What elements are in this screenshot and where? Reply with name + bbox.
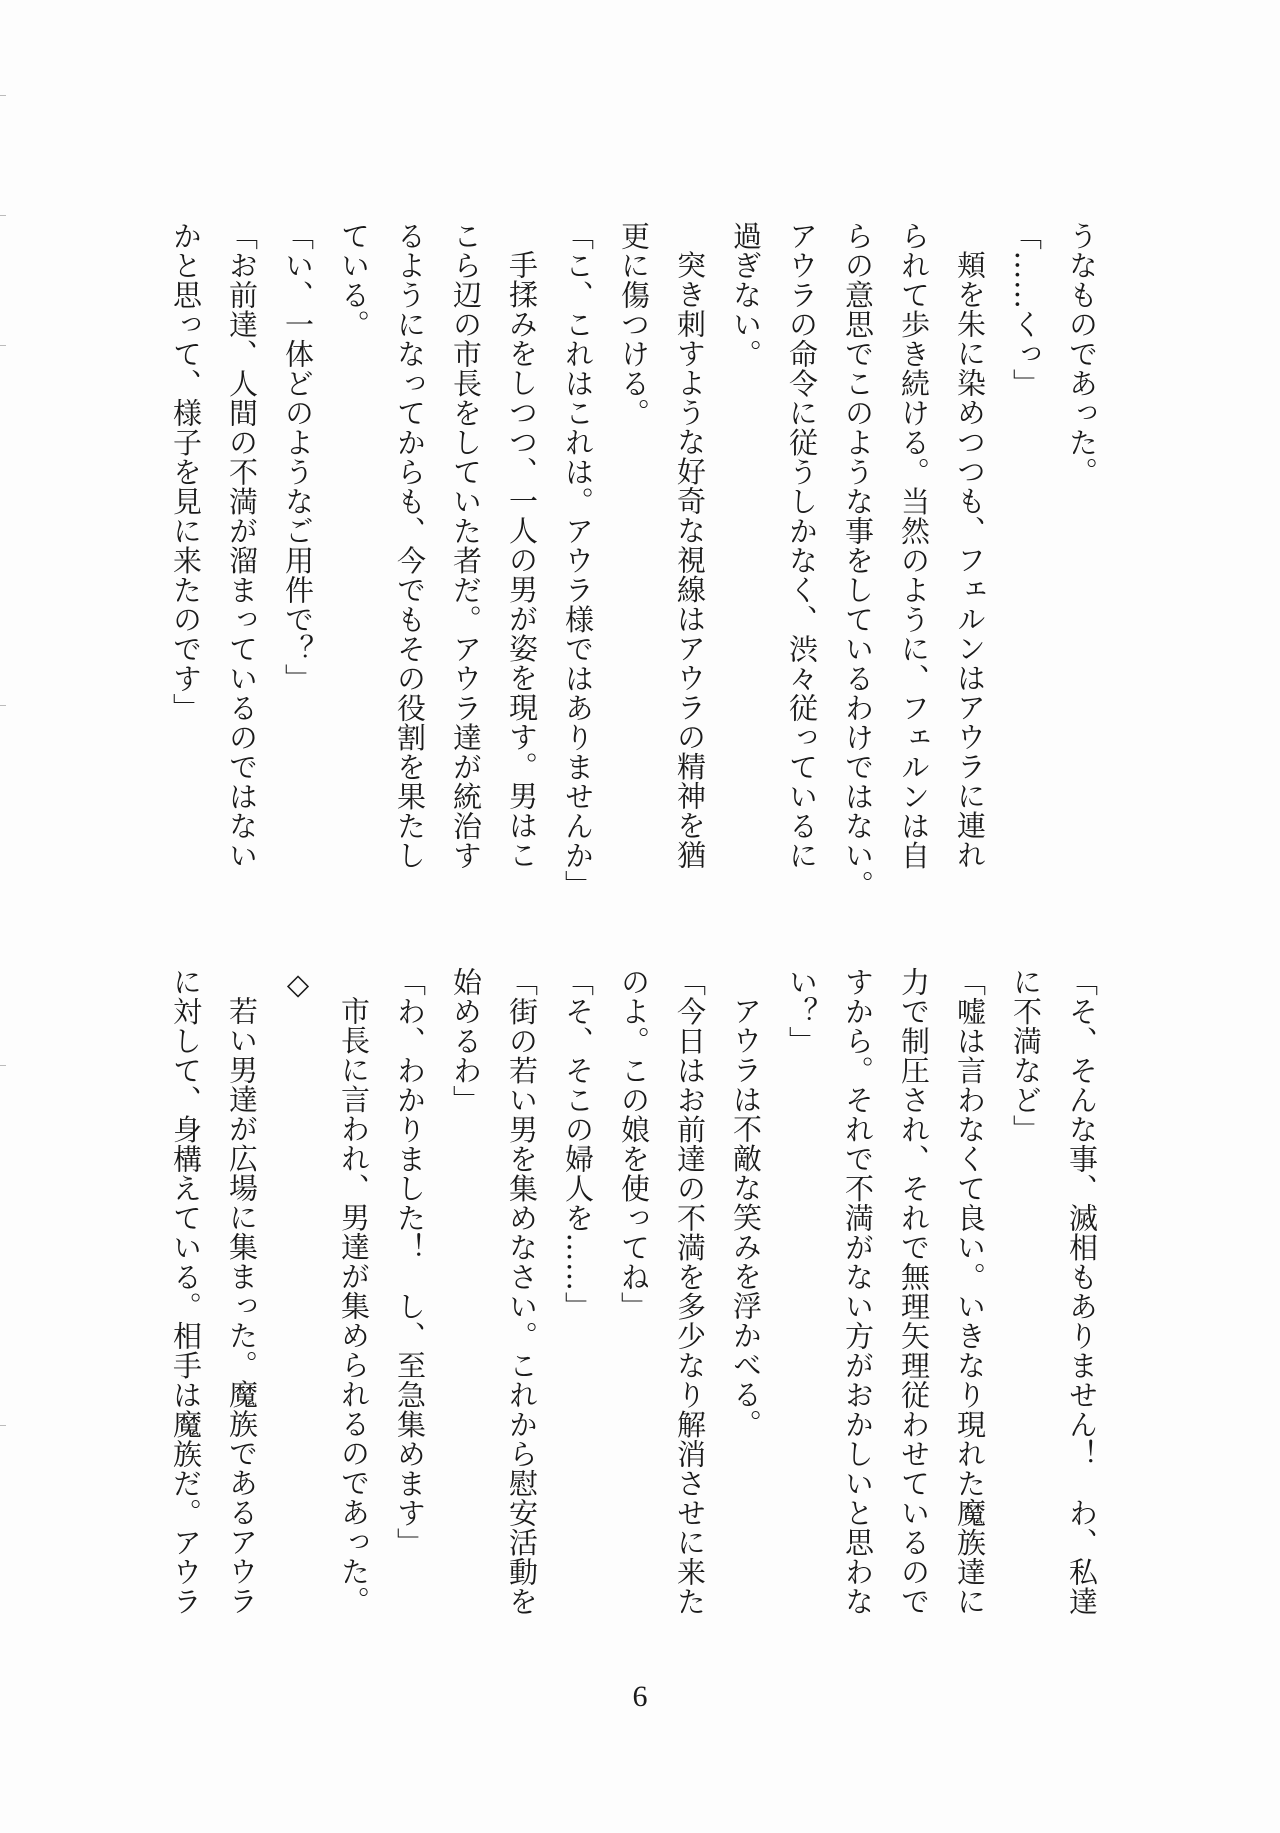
scan-edge-mark [0, 705, 6, 706]
text-column: 「街の若い男を集めなさい。これから慰安活動を [505, 967, 539, 1616]
text-column: 手揉みをしつつ、一人の男が姿を現す。男はこ [505, 250, 539, 870]
text-column: 「こ、これはこれは。アウラ様ではありませんか」 [561, 221, 595, 900]
text-column: 「嘘は言わなくて良い。いきなり現れた魔族達に [953, 967, 987, 1616]
text-column: 始めるわ」 [449, 967, 483, 1115]
text-column: 過ぎない。 [729, 221, 763, 369]
text-column: 若い男達が広場に集まった。魔族であるアウラ [225, 996, 259, 1616]
text-column: ている。 [337, 221, 371, 339]
text-column: こら辺の市長をしていた者だ。アウラ達が統治す [449, 221, 483, 870]
page-number: 6 [632, 1680, 648, 1713]
text-column: 力で制圧され、それで無理矢理従わせているので [897, 967, 931, 1616]
text-column: うなものであった。 [1065, 221, 1099, 487]
text-column: アウラは不敵な笑みを浮かべる。 [729, 996, 763, 1439]
scan-edge-mark [0, 1065, 6, 1066]
scan-edge-mark [0, 345, 6, 346]
scan-edge-mark [0, 95, 6, 96]
section-break-diamond: ◇ [281, 967, 315, 1002]
text-column: らの意思でこのような事をしているわけではない。 [841, 221, 875, 900]
text-column: 「今日はお前達の不満を多少なり解消させに来た [673, 967, 707, 1616]
scan-edge-mark [0, 1425, 6, 1426]
text-column: 更に傷つける。 [617, 221, 651, 428]
text-column: 頬を朱に染めつつも、フェルンはアウラに連れ [953, 250, 987, 870]
text-column: に不満など」 [1009, 967, 1043, 1144]
text-column: のよ。この娘を使ってね」 [617, 967, 651, 1321]
text-column: られて歩き続ける。当然のように、フェルンは自 [897, 221, 931, 870]
text-column: 「そ、そんな事、滅相もありません！ わ、私達 [1065, 967, 1099, 1616]
text-column: 「そ、そこの婦人を……」 [561, 967, 595, 1321]
text-column: 市長に言われ、男達が集められるのであった。 [337, 996, 371, 1616]
upper-text-block [158, 221, 1110, 901]
text-column: 「い、一体どのようなご用件で？」 [281, 221, 315, 693]
text-column: い？」 [785, 967, 819, 1056]
lower-text-block [158, 967, 1110, 1647]
text-column: 「……くっ」 [1009, 221, 1043, 398]
text-column: かと思って、様子を見に来たのです」 [169, 221, 203, 723]
text-column: 「わ、わかりました！ し、至急集めます」 [393, 967, 427, 1557]
text-column: 「お前達、人間の不満が溜まっているのではない [225, 221, 259, 870]
text-column: るようになってからも、今でもその役割を果たし [393, 221, 427, 870]
text-column: 突き刺すような好奇な視線はアウラの精神を猶 [673, 250, 707, 870]
scan-edge-mark [0, 215, 6, 216]
text-column: すから。それで不満がない方がおかしいと思わな [841, 967, 875, 1616]
text-column: アウラの命令に従うしかなく、渋々従っているに [785, 221, 819, 870]
text-column: に対して、身構えている。相手は魔族だ。アウラ [169, 967, 203, 1616]
